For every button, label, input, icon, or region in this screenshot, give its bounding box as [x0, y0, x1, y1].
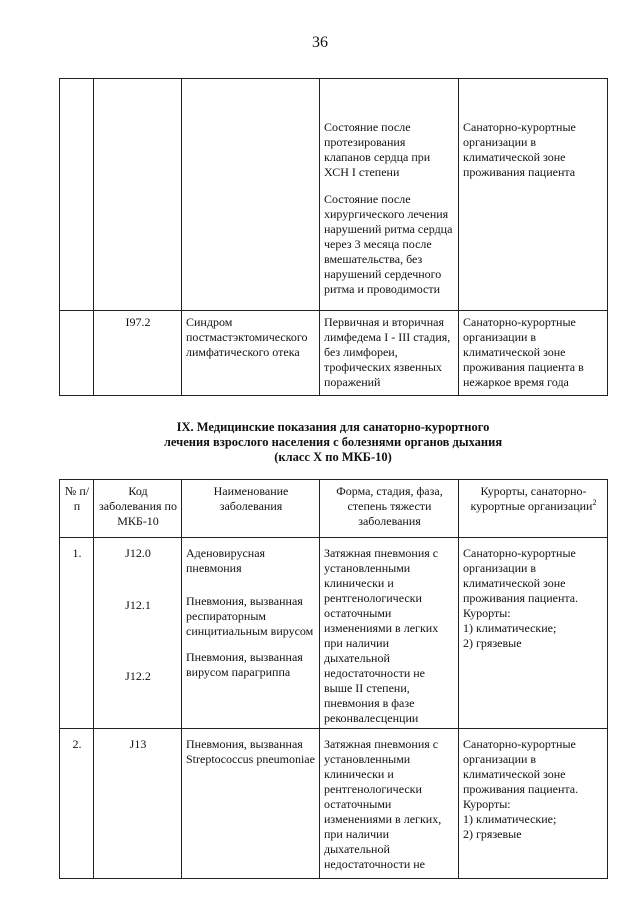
disease-form: Затяжная пневмония с установленными клинически и рентгенологически остаточными изменениями в легких при наличии дыхательной недостаточности не выше II степени, пневмония в фазе реконвалесценции	[320, 538, 459, 729]
table-cell	[60, 79, 94, 311]
resorts-cell	[459, 729, 608, 879]
disease-form: Затяжная пневмония с установленными клинически и рентгенологически остаточными изменениями в легких, при наличии дыхательной недостаточности не	[320, 729, 459, 879]
resorts-text: 1) климатические;	[463, 621, 557, 635]
form-paragraph: Состояние после хирургического лечения нарушений ритма сердца через 3 месяца после вмешательства, без нарушений сердечного ритма и проводимости	[324, 192, 453, 296]
table-row	[60, 538, 608, 729]
disease-form: Первичная и вторичная лимфедема I - III стадия, без лимфореи, трофических язвенных поражений	[320, 311, 459, 396]
disease-name: Аденовирусная пневмония	[186, 546, 266, 575]
header-num: № п/п	[60, 480, 94, 538]
resorts-text: Санаторно-курортные организации в климатической зоне проживания пациента.	[463, 737, 579, 796]
footnote-marker: 2	[592, 498, 597, 507]
table-cell	[94, 79, 182, 311]
table-cell	[60, 311, 94, 396]
disease-name: Пневмония, вызванная Streptococcus pneumoniae	[186, 737, 315, 766]
table-row	[60, 311, 608, 396]
row-number: 1.	[60, 538, 94, 729]
table-cell	[182, 79, 320, 311]
table-cell	[320, 79, 459, 311]
header-name: Наименование заболевания	[182, 480, 320, 538]
table-cell	[459, 79, 608, 311]
section-title	[59, 420, 607, 465]
header-resorts-label: Курорты, санаторно-курортные организации	[470, 484, 593, 513]
disease-name: Пневмония, вызванная респираторным синцитиальным вирусом	[186, 594, 314, 638]
resorts-text: Санаторно-курортные организации в климатической зоне проживания пациента.	[463, 546, 579, 605]
disease-cell	[182, 538, 320, 729]
disease-code: I97.2	[94, 311, 182, 396]
code-cell	[94, 538, 182, 729]
disease-code: J13	[129, 737, 147, 751]
code-cell	[94, 729, 182, 879]
section-title-line: IX. Медицинские показания для санаторно-курортного	[176, 420, 490, 434]
disease-name: Синдром постмастэктомического лимфатического отека	[182, 311, 320, 396]
header-code: Код заболевания по МКБ-10	[94, 480, 182, 538]
resorts-text: 2) грязевые	[463, 636, 522, 650]
resorts-text: Санаторно-курортные организации в климатической зоне проживания пациента в нежаркое время года	[459, 311, 608, 396]
disease-code: J12.0	[125, 546, 151, 560]
form-paragraph: Состояние после протезирования клапанов сердца при ХСН I степени	[324, 120, 431, 179]
page-number: 36	[312, 34, 328, 51]
section-title-line: лечения взрослого населения с болезнями органов дыхания	[163, 435, 503, 449]
resorts-text: 1) климатические;	[463, 812, 557, 826]
disease-cell	[182, 729, 320, 879]
disease-code: J12.2	[125, 669, 151, 683]
row-number: 2.	[60, 729, 94, 879]
disease-name: Пневмония, вызванная вирусом парагриппа	[186, 650, 303, 679]
disease-code: J12.1	[125, 598, 151, 612]
resorts-text: Санаторно-курортные организации в климатической зоне проживания пациента	[463, 120, 576, 179]
indications-table	[59, 479, 608, 879]
table-row	[60, 729, 608, 879]
section-title-line: (класс X по МКБ-10)	[274, 450, 392, 464]
table-row	[60, 79, 608, 311]
resorts-text: Курорты:	[463, 606, 511, 620]
resorts-cell	[459, 538, 608, 729]
continuation-table	[59, 78, 608, 396]
table-header-row	[60, 480, 608, 538]
resorts-text: Курорты:	[463, 797, 511, 811]
resorts-text: 2) грязевые	[463, 827, 522, 841]
header-form: Форма, стадия, фаза, степень тяжести заболевания	[320, 480, 459, 538]
header-resorts	[459, 480, 608, 538]
